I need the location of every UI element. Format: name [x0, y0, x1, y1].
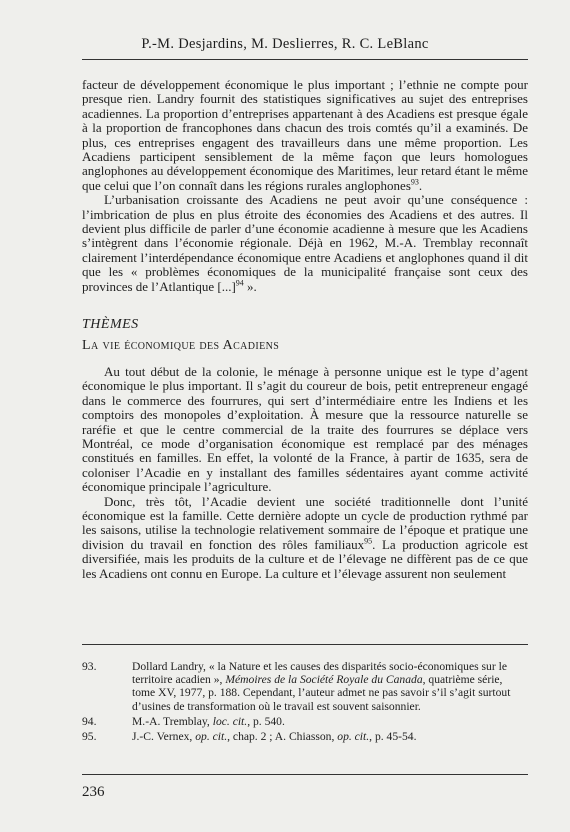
footnote-title-italic: op. cit.: [195, 730, 228, 744]
page-number: 236: [82, 784, 105, 800]
footnote-number: 95.: [82, 730, 97, 744]
footnote-title-italic: Mémoires de la Société Royale du Canada: [225, 673, 423, 687]
footnote-text-part: , p. 540.: [247, 714, 285, 728]
paragraph-1: [82, 78, 528, 193]
footnote-94: [82, 715, 528, 728]
footnote-ref-93[interactable]: 93: [410, 177, 419, 187]
running-header: P.-M. Desjardins, M. Deslierres, R. C. LeBlanc: [141, 36, 429, 52]
footnote-rule: [82, 644, 528, 645]
footnote-text-part: , p. 45-54.: [369, 730, 417, 744]
footnote-ref-94[interactable]: 94: [235, 278, 244, 288]
footnote-ref-95[interactable]: 95: [364, 536, 373, 546]
footnote-text-part: J.-C. Vernex,: [132, 730, 196, 744]
paragraph-2-text: L’urbanisation croissante des Acadiens ne peut avoir qu’une conséquence : l’imbrication de plus en plus étroite des économies des Acadiens et des autres. Il devient plus difficile de parler d’une économie acadienne à mesure que les Acadiens s’intègrent dans l’économie régionale. Déjà en 1962, M.-A. Tremblay reconnaît clairement l’interdépendance économique entre Acadiens et anglophones quand il dit que les « problèmes économiques de la municipalité française sont ceux des provinces de l’Atlantique [...]: [82, 192, 528, 294]
paragraph-1-end: .: [418, 177, 423, 193]
footnote-text-part: M.-A. Tremblay,: [132, 714, 213, 728]
footnote-text-part: , quatrième série, tome XV, 1977, p. 188. Cependant, l’auteur admet ne pas savoir s’il s’agit surtout d’usines de transformation où le travail est souvent saisonnier.: [132, 673, 511, 713]
footnote-text-part: , chap. 2 ; A. Chiasson,: [227, 730, 338, 744]
section-title: THÈMES: [82, 317, 139, 333]
footnote-93: [82, 660, 528, 713]
paragraph-3: Au tout début de la colonie, le ménage à personne unique est le type d’agent économique le plus important. Il s’agit du coureur de bois, petit entrepreneur engagé dans le commerce des fourrures, qui sert d’intermédiaire entre les Indiens et les comptoirs des monopoles d’exploitation. À mesure que la ressource naturelle se raréfie et que le centre commercial de la traite des fourrures se déplace vers Montréal, ce mode d’organisation économique est remplacé par des ménages constitués en familles. En effet, la volonté de la France, à partir de 1635, sera de coloniser l’Acadie en y installant des familles sédentaires ayant comme activité économique principale l’agriculture.: [82, 363, 528, 495]
subsection-title: La vie économique des Acadiens: [82, 337, 280, 353]
footnote-number: 93.: [82, 660, 97, 673]
paragraph-2: [82, 193, 528, 294]
paragraph-4-end: . La production agricole est diversifiée, mais les produits de la culture et de l’élevage ne diffèrent pas de ce que les Acadiens ont connu en Europe. La culture et l’élevage assurent non seulement: [82, 536, 529, 581]
paragraph-4-text: Donc, très tôt, l’Acadie devient une société traditionnelle dont l’unité économique est la famille. Cette dernière adopte un cycle de production rythmé par les saisons, utilise la technologie relativement sommaire de l’époque et pratique une division du travail en fonction des rôles familiaux: [82, 493, 528, 552]
header-rule: [82, 59, 528, 60]
paragraph-2-end: ».: [243, 278, 257, 294]
footnotes: [82, 660, 528, 745]
footnote-title-italic: loc. cit.: [212, 714, 248, 728]
footnote-number: 94.: [82, 714, 97, 728]
footnote-title-italic: op. cit.: [337, 730, 370, 744]
footnote-text: [132, 715, 528, 728]
main-text: [82, 78, 528, 581]
paragraph-1-text: facteur de développement économique le plus important ; l’ethnie ne compte pour presque rien. Landry fournit des statistiques significatives au sujet des entreprises acadiennes. La proportion d’entreprises appartenant à des Acadiens est presque égale à la proportion de francophones dans chacun des trois comtés qu’il a examinés. De plus, ces entreprises engagent des travailleurs dans une même proportion. Les Acadiens participent sensiblement de la même façon que leurs homologues anglophones au développement économique des Maritimes, leur retard étant le même que celui que l’on connaît dans les régions rurales anglophones: [82, 77, 528, 193]
footnote-text: [132, 730, 528, 743]
bottom-rule: [82, 774, 528, 775]
paragraph-4: [82, 495, 528, 581]
footnote-text: [132, 660, 528, 713]
footnote-text-part: Dollard Landry, « la Nature et les causes des disparités socio-économiques sur le territoire acadien »,: [132, 660, 507, 687]
footnote-95: [82, 730, 528, 743]
